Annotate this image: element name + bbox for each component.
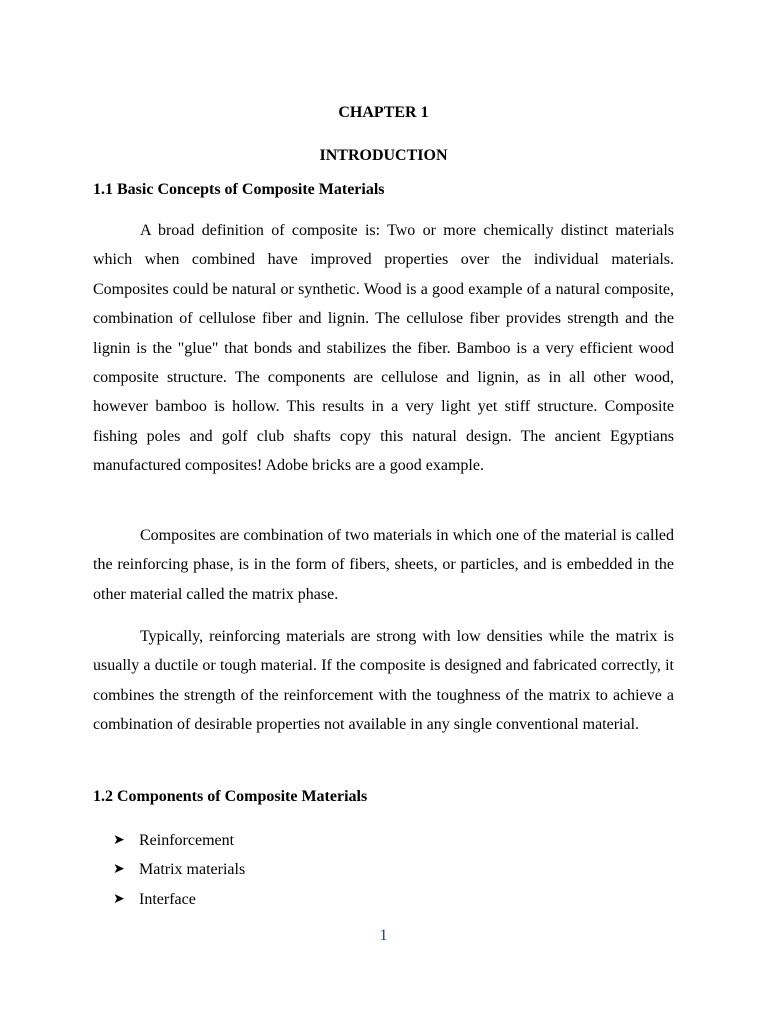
paragraph-composite-definition: A broad definition of composite is: Two or more chemically distinct materials which when combined have improved properties over the individual materials. Composites could be natural or synthetic. Wood is a good example of a natural composite, combination of cellulose fiber and lignin. The cellulose fiber provides strength and the lignin is the "glue" that bonds and stabilizes the fiber. Bamboo is a very efficient wood composite structure. The components are cellulose and lignin, as in all other wood, however bamboo is hollow. This results in a very light yet stiff structure. Composite fishing poles and golf club shafts copy this natural design. The ancient Egyptians manufactured composites! Adobe bricks are a good example. (93, 222, 674, 475)
list-item (113, 855, 245, 884)
list-item (113, 826, 245, 855)
list-item-label: Matrix materials (139, 861, 246, 879)
list-item-label: Reinforcement (139, 832, 235, 849)
chapter-subtitle: INTRODUCTION (319, 147, 448, 164)
components-list (113, 826, 245, 914)
page-number: 1 (379, 927, 388, 944)
list-item-label: Interface (139, 890, 196, 908)
arrow-bullet-icon: ➤ (113, 891, 125, 907)
arrow-bullet-icon: ➤ (113, 862, 125, 878)
document-page (93, 0, 674, 1024)
section-heading-1-1: 1.1 Basic Concepts of Composite Materials (93, 181, 385, 198)
paragraph-reinforcing-materials: Typically, reinforcing materials are strong with low densities while the matrix is usually a ductile or tough material. If the composite is designed and fabricated correctly, it combines the strength of the reinforcement with the toughness of the matrix to achieve a combination of desirable properties not available in any single conventional material. (93, 628, 674, 734)
chapter-title: CHAPTER 1 (338, 104, 429, 121)
section-heading-1-2: 1.2 Components of Composite Materials (93, 788, 368, 805)
paragraph-composite-phases: Composites are combination of two materials in which one of the material is called the reinforcing phase, is in the form of fibers, sheets, or particles, and is embedded in the other material called the matrix phase. (93, 527, 674, 603)
arrow-bullet-icon: ➤ (113, 833, 125, 848)
list-item (113, 885, 245, 914)
